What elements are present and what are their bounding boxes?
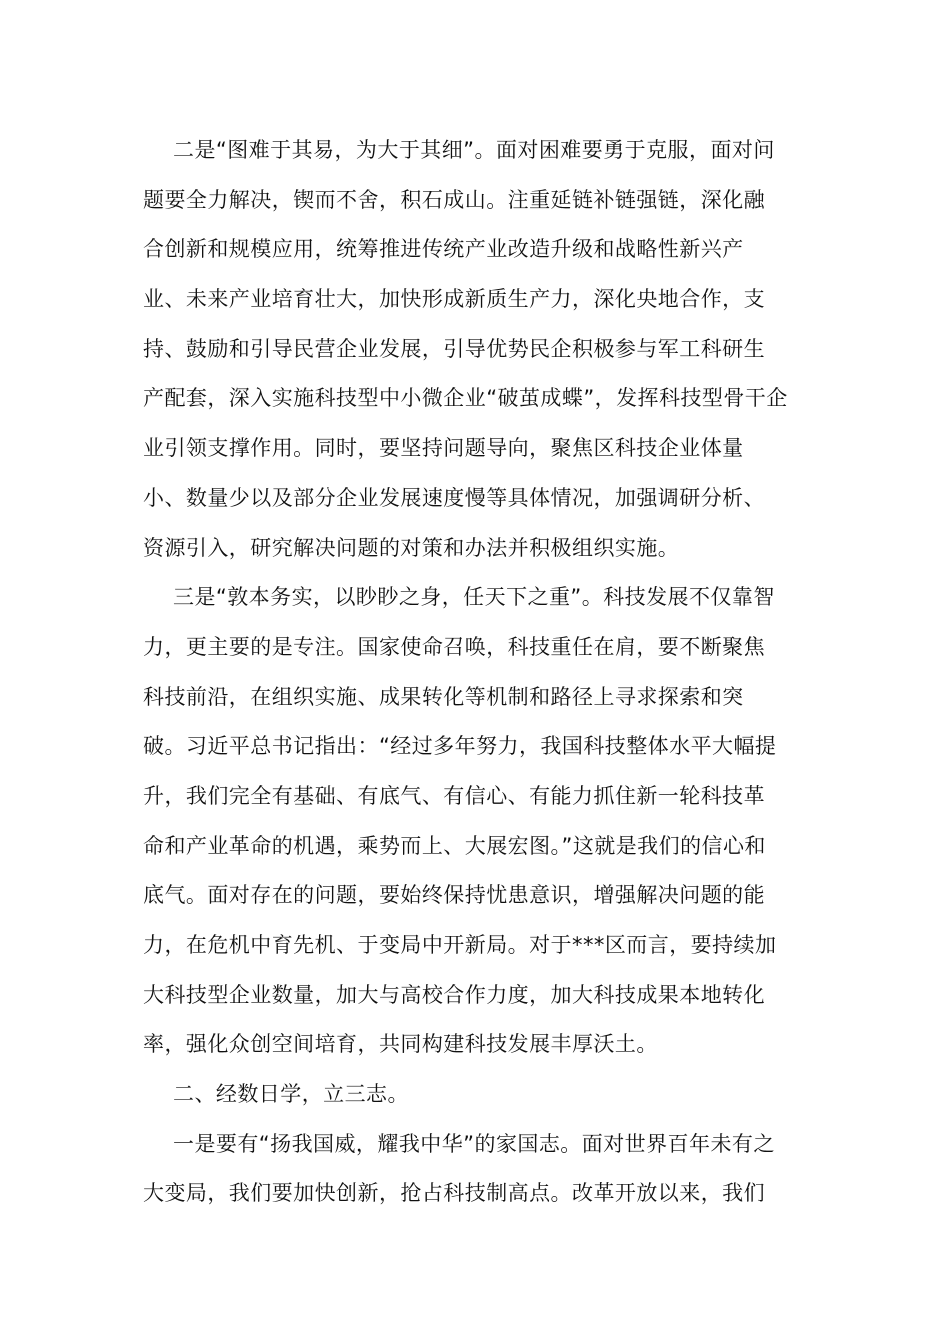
text-line: 命和产业革命的机遇，乘势而上、大展宏图。”这就是我们的信心和 [143,833,766,858]
text-line: 资源引入，研究解决问题的对策和办法并积极组织实施。 [143,535,680,560]
paragraph-jia-guo-zhi [143,1120,813,1219]
text-line: 产配套，深入实施科技型中小微企业“破茧成蝶”，发挥科技型骨干企 [143,386,788,411]
text-line: 合创新和规模应用，统筹推进传统产业改造升级和战略性新兴产 [143,237,744,262]
text-line: 大科技型企业数量，加大与高校合作力度，加大科技成果本地转化 [143,982,766,1007]
text-line: 破。习近平总书记指出：“经过多年努力，我国科技整体水平大幅提 [143,734,777,759]
text-line: 科技前沿，在组织实施、成果转化等机制和路径上寻求探索和突 [143,684,744,709]
text-line: 力，更主要的是专注。国家使命召唤，科技重任在肩，要不断聚焦 [143,634,766,659]
document-body [143,126,813,1219]
text-line: 二是“图难于其易，为大于其细”。面对困难要勇于克服，面对问 [173,138,775,162]
text-line: 业、未来产业培育壮大，加快形成新质生产力，深化央地合作，支 [143,287,766,312]
text-line: 力，在危机中育先机、于变局中开新局。对于***区而言，要持续加 [143,933,777,957]
text-line: 大变局，我们要加快创新，抢占科技制高点。改革开放以来，我们 [143,1181,766,1206]
text-line: 升，我们完全有基础、有底气、有信心、有能力抓住新一轮科技革 [143,783,766,808]
text-line: 底气。面对存在的问题，要始终保持忧患意识，增强解决问题的能 [143,883,766,908]
text-line: 持、鼓励和引导民营企业发展，引导优势民企积极参与军工科研生 [143,336,766,361]
text-line: 小、数量少以及部分企业发展速度慢等具体情况，加强调研分析、 [143,485,766,510]
paragraph-tu-nan-yu-qi-yi [143,126,813,573]
text-line: 率，强化众创空间培育，共同构建科技发展丰厚沃土。 [143,1032,658,1057]
paragraph-dun-ben-wu-shi [143,573,813,1070]
text-line: 一是要有“扬我国威，耀我中华”的家国志。面对世界百年未有之 [173,1131,775,1156]
text-line: 业引领支撑作用。同时，要坚持问题导向，聚焦区科技企业体量 [143,436,744,461]
section-heading: 二、经数日学，立三志。 [173,1082,409,1107]
text-line: 题要全力解决，锲而不舍，积石成山。注重延链补链强链，深化融 [143,187,766,212]
text-line: 三是“敦本务实，以眇眇之身，任天下之重”。科技发展不仅靠智 [173,585,775,610]
section-heading-jing-shu-ri-xue [143,1070,813,1120]
